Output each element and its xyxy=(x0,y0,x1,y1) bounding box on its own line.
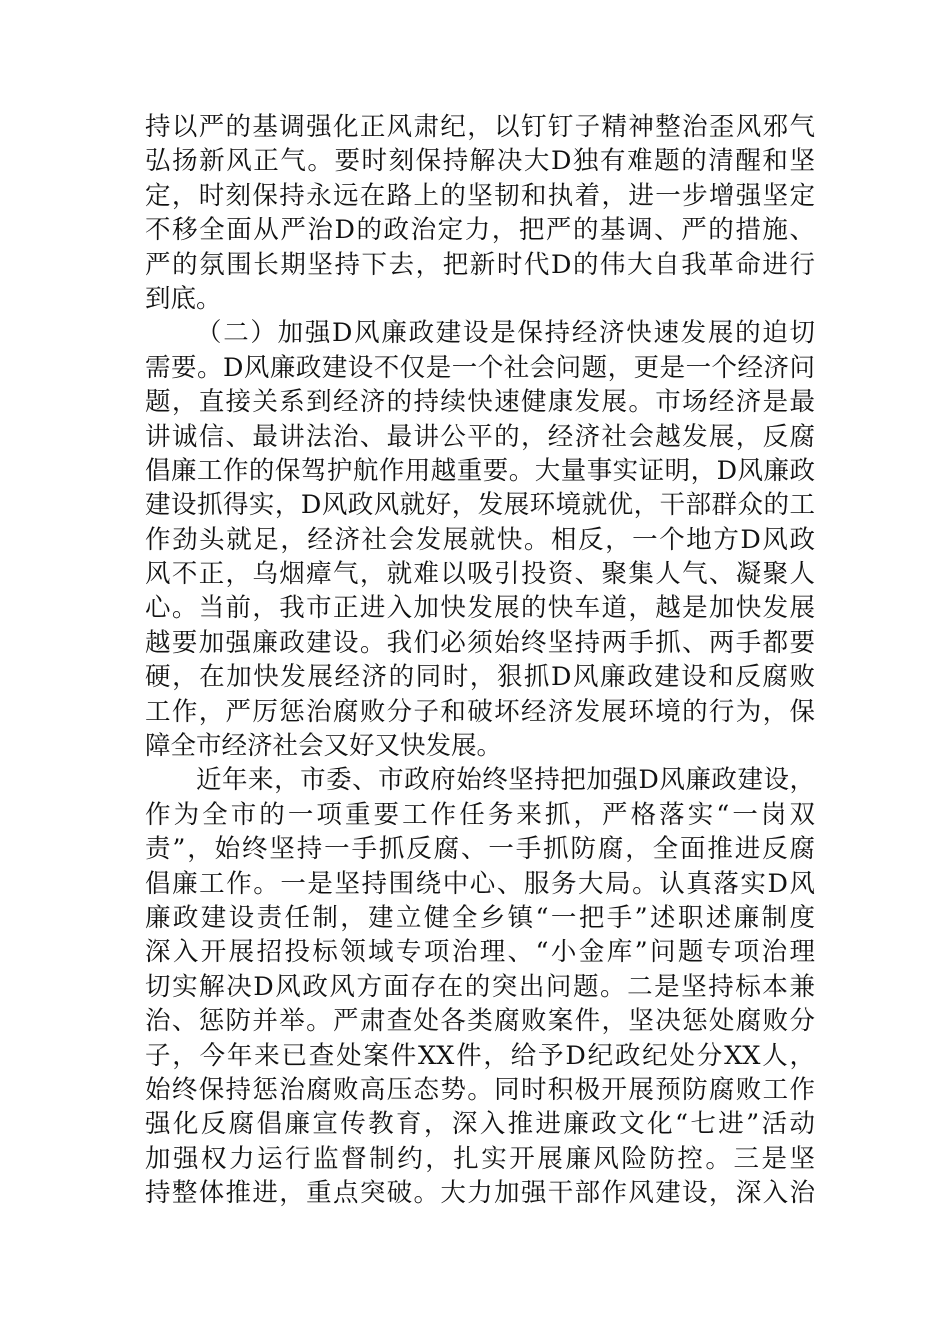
text-line: 子，今年来已查处案件XX件，给予D纪政纪处分XX人， xyxy=(145,1040,815,1071)
text-line: 加强权力运行监督制约，扎实开展廉风险防控。三是坚 xyxy=(145,1143,815,1174)
text-line: 建设抓得实，D风政风就好，发展环境就优，干部群众的工 xyxy=(145,490,815,521)
text-line: 不移全面从严治D的政治定力，把严的基调、严的措施、 xyxy=(145,215,815,246)
text-line: 责”，始终坚持一手抓反腐、一手抓防腐，全面推进反腐 xyxy=(145,834,815,865)
text-line: 持以严的基调强化正风肃纪，以钉钉子精神整治歪风邪气 xyxy=(145,112,815,142)
text-line: 定，时刻保持永远在路上的坚韧和执着，进一步增强坚定 xyxy=(145,180,815,211)
body-text xyxy=(145,110,815,1211)
text-line: 严的氛围长期坚持下去，把新时代D的伟大自我革命进行 xyxy=(145,249,815,280)
text-line: 倡廉工作。一是坚持围绕中心、服务大局。认真落实D风 xyxy=(145,868,815,899)
text-line: 工作，严厉惩治腐败分子和破坏经济发展环境的行为，保 xyxy=(145,696,815,727)
text-line: 心。当前，我市正进入加快发展的快车道，越是加快发展 xyxy=(145,593,815,624)
text-line: 倡廉工作的保驾护航作用越重要。大量事实证明，D风廉政 xyxy=(145,455,815,486)
text-line: 风不正，乌烟瘴气，就难以吸引投资、聚集人气、凝聚人 xyxy=(145,559,815,590)
text-line: 廉政建设责任制，建立健全乡镇“一把手”述职述廉制度 xyxy=(145,902,815,933)
text-line: 到底。 xyxy=(145,283,222,314)
text-line: 硬，在加快发展经济的同时，狠抓D风廉政建设和反腐败 xyxy=(145,662,815,693)
text-line: 障全市经济社会又好又快发展。 xyxy=(145,731,503,762)
section-heading-line: （二）加强D风廉政建设是保持经济快速发展的迫切 xyxy=(196,318,815,349)
text-line: 讲诚信、最讲法治、最讲公平的，经济社会越发展，反腐 xyxy=(145,421,815,452)
text-line: 作为全市的一项重要工作任务来抓，严格落实“一岗双 xyxy=(145,799,815,830)
paragraph-start-line: 近年来，市委、市政府始终坚持把加强D风廉政建设， xyxy=(196,765,815,796)
text-line: 题，直接关系到经济的持续快速健康发展。市场经济是最 xyxy=(145,387,815,418)
text-line: 强化反腐倡廉宣传教育，深入推进廉政文化“七进”活动 xyxy=(145,1109,815,1140)
text-line: 始终保持惩治腐败高压态势。同时积极开展预防腐败工作 xyxy=(145,1074,815,1105)
text-line: 越要加强廉政建设。我们必须始终坚持两手抓、两手都要 xyxy=(145,627,815,658)
text-line: 弘扬新风正气。要时刻保持解决大D独有难题的清醒和坚 xyxy=(145,146,815,177)
text-line: 需要。D风廉政建设不仅是一个社会问题，更是一个经济问 xyxy=(145,352,815,383)
text-line: 切实解决D风政风方面存在的突出问题。二是坚持标本兼 xyxy=(145,971,815,1002)
text-line: 作劲头就足，经济社会发展就快。相反，一个地方D风政 xyxy=(145,524,815,555)
text-line: 治、惩防并举。严肃查处各类腐败案件，坚决惩处腐败分 xyxy=(145,1006,815,1037)
text-line: 持整体推进，重点突破。大力加强干部作风建设，深入治 xyxy=(145,1178,815,1209)
text-line: 深入开展招投标领域专项治理、“小金库”问题专项治理 xyxy=(145,937,815,968)
